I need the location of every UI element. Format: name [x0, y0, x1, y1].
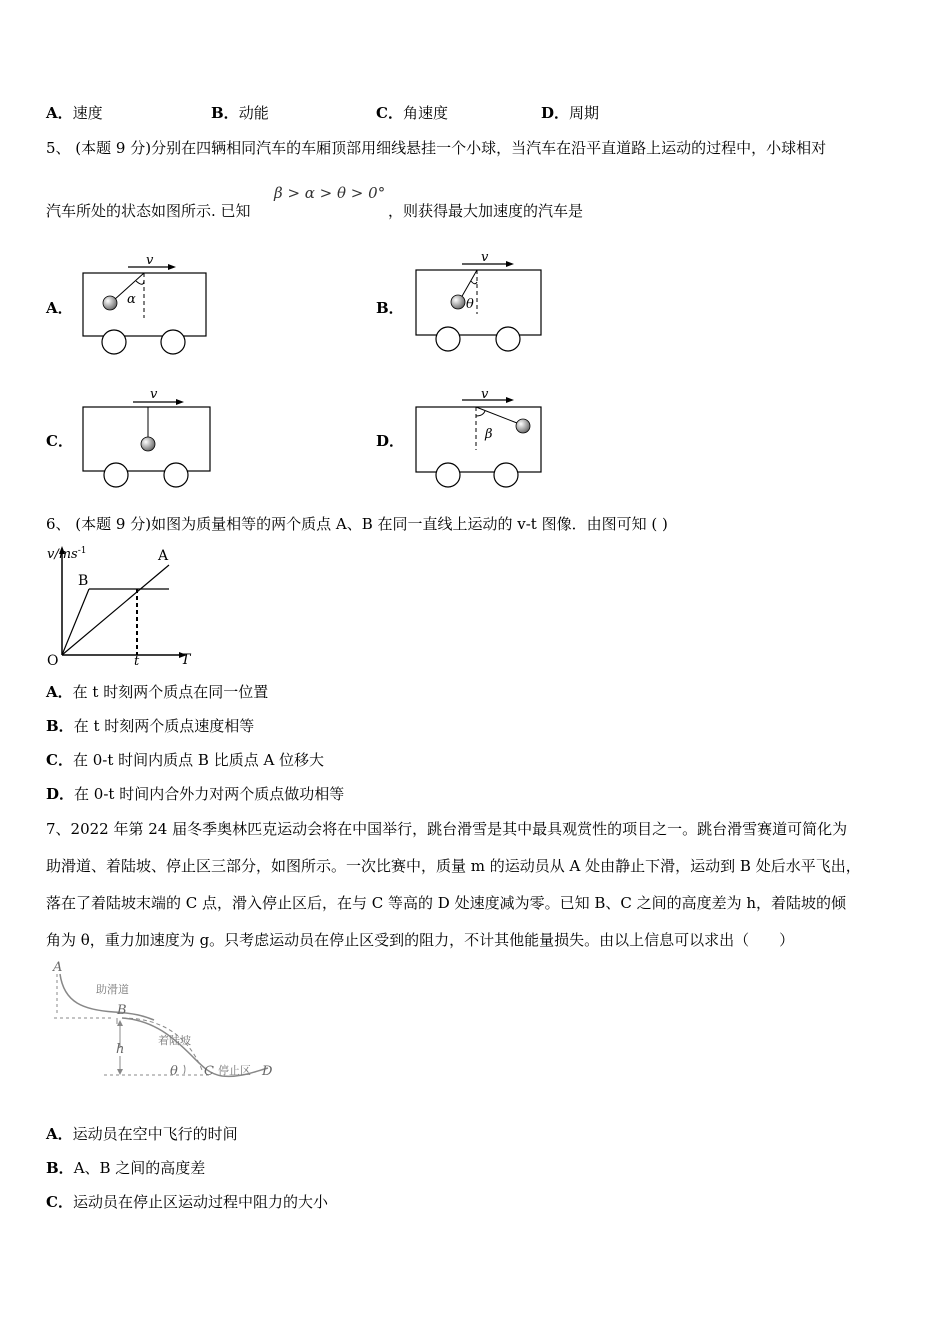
q4-option-b-letter: B．	[211, 104, 239, 122]
wheel-left	[104, 463, 128, 487]
q5-option-d-label: D．	[376, 432, 405, 450]
point-b-label: B	[117, 1003, 127, 1018]
q6-option-d-text: 在 0-t 时间内合外力对两个质点做功相等	[74, 785, 345, 803]
q6-option-d-letter: D．	[46, 785, 75, 803]
q4-option-c-text: 角速度	[402, 104, 448, 122]
h-arrowhead-down	[117, 1069, 123, 1075]
q7-option-c-letter: C．	[46, 1193, 73, 1211]
ball	[516, 419, 530, 433]
car-c-figure	[80, 384, 215, 494]
q5-stem-line1: 5、 (本题 9 分)分别在四辆相同汽车的车厢顶部用细线悬挂一个小球，当汽车在沿平直道路上运动的过程中，小球相对	[46, 139, 827, 157]
q7-option-c	[46, 1191, 328, 1212]
q6-option-b	[46, 715, 254, 736]
q6-option-c-text: 在 0-t 时间内质点 B 比质点 A 位移大	[72, 751, 325, 769]
angle-theta: θ	[466, 297, 474, 312]
q7-option-a-text: 运动员在空中飞行的时间	[72, 1125, 238, 1143]
q4-option-a	[46, 102, 103, 123]
car-a-figure	[80, 250, 210, 360]
wheel-left	[436, 327, 460, 351]
q4-option-c	[376, 102, 448, 123]
velocity-arrowhead	[168, 264, 176, 270]
q4-option-c-letter: C．	[376, 104, 403, 122]
vt-graph	[44, 543, 204, 671]
origin-label: O	[47, 653, 59, 669]
q6-stem: 6、 (本题 9 分)如图为质量相等的两个质点 A、B 在同一直线上运动的 v-t 图像．由图可知 ( )	[46, 515, 668, 533]
q7-option-b	[46, 1157, 205, 1178]
q4-option-a-letter: A．	[46, 104, 73, 122]
q7-option-c-text: 运动员在停止区运动过程中阻力的大小	[72, 1193, 328, 1211]
car-body	[416, 407, 541, 472]
velocity-label: v	[481, 387, 489, 402]
wheel-right	[494, 463, 518, 487]
q5-stem-post: ，则获得最大加速度的汽车是	[388, 202, 584, 220]
q7-option-b-letter: B．	[46, 1159, 74, 1177]
q5-option-a-label: A．	[46, 299, 73, 317]
wheel-right	[496, 327, 520, 351]
h-label: h	[116, 1042, 125, 1057]
landing-slope-label: 着陆坡	[158, 1034, 191, 1047]
theta-arc	[184, 1065, 185, 1074]
velocity-arrowhead	[506, 261, 514, 267]
velocity-arrowhead	[506, 397, 514, 403]
y-axis-exponent: -1	[77, 546, 87, 556]
line-b-rise	[62, 589, 89, 655]
q6-option-a	[46, 681, 268, 702]
q4-option-d-text: 周期	[569, 104, 600, 122]
wheel-right	[161, 330, 185, 354]
velocity-label: v	[146, 253, 154, 268]
t-label: t	[134, 654, 140, 669]
q7-option-b-text: A、B 之间的高度差	[73, 1159, 206, 1177]
q7-stem-line3: 落在了着陆坡末端的 C 点，滑入停止区后，在与 C 等高的 D 处速度减为零。已知 B、C 之间的高度差为 h，着陆坡的倾	[46, 894, 847, 912]
point-c-label: C	[204, 1064, 214, 1079]
q7-stem-line4: 角为 θ，重力加速度为 g。只考虑运动员在停止区受到的阻力，不计其他能量损失。由以上信息可以求出（ ）	[46, 931, 795, 949]
q4-option-d	[541, 102, 599, 123]
angle-arc	[476, 411, 485, 416]
angle-arc	[136, 280, 144, 284]
q4-option-d-letter: D．	[541, 104, 570, 122]
velocity-arrowhead	[176, 399, 184, 405]
q6-option-a-letter: A．	[46, 683, 73, 701]
q7-stem-line1: 7、2022 年第 24 届冬季奥林匹克运动会将在中国举行，跳台滑雪是其中最具观赏性的项目之一。跳台滑雪赛道可简化为	[46, 820, 848, 838]
ski-jump-diagram	[44, 958, 284, 1083]
q5-stem-pre: 汽车所处的状态如图所示. 已知	[46, 202, 251, 220]
wheel-left	[102, 330, 126, 354]
q6-option-d	[46, 783, 344, 804]
q5-formula: β > α > θ > 0°	[274, 184, 386, 202]
q4-option-b	[211, 102, 269, 123]
point-d-label: D	[262, 1064, 273, 1079]
q5-stem-line2	[46, 200, 251, 221]
angle-arc	[471, 281, 477, 284]
theta-label: θ	[170, 1064, 178, 1079]
in-run-label: 助滑道	[96, 983, 129, 996]
stop-zone-label: 停止区	[218, 1064, 251, 1077]
ball	[103, 296, 117, 310]
x-axis-label: T	[181, 652, 191, 668]
in-run-ramp	[60, 974, 154, 1020]
angle-beta: β	[485, 427, 493, 442]
velocity-label: v	[481, 250, 489, 265]
ball	[451, 295, 465, 309]
line-b-label: B	[78, 573, 89, 589]
q6-option-c-letter: C．	[46, 751, 73, 769]
q7-stem-line2: 助滑道、着陆坡、停止区三部分，如图所示。一次比赛中，质量 m 的运动员从 A 处由静止下滑，运动到 B 处后水平飞出，	[46, 857, 861, 875]
q5-option-c-label: C．	[46, 432, 73, 450]
angle-alpha: α	[127, 292, 136, 307]
line-a-label: A	[158, 548, 169, 564]
q6-option-c	[46, 749, 324, 770]
q6-option-b-text: 在 t 时刻两个质点速度相等	[73, 717, 255, 735]
q4-option-b-text: 动能	[238, 104, 269, 122]
wheel-right	[164, 463, 188, 487]
car-b-figure	[413, 248, 548, 358]
ball	[141, 437, 155, 451]
q6-option-a-text: 在 t 时刻两个质点在同一位置	[72, 683, 269, 701]
point-a-label: A	[53, 960, 63, 975]
q7-option-a	[46, 1123, 238, 1144]
q6-option-b-letter: B．	[46, 717, 74, 735]
q7-option-a-letter: A．	[46, 1125, 73, 1143]
q5-option-b-label: B．	[376, 299, 404, 317]
h-arrowhead-up	[117, 1020, 123, 1026]
q4-option-a-text: 速度	[72, 104, 103, 122]
car-body	[416, 270, 541, 335]
wheel-left	[436, 463, 460, 487]
y-axis-label	[47, 546, 87, 562]
velocity-label: v	[150, 387, 158, 402]
car-d-figure	[413, 384, 548, 494]
y-axis-label-text: v/ms	[47, 547, 78, 562]
